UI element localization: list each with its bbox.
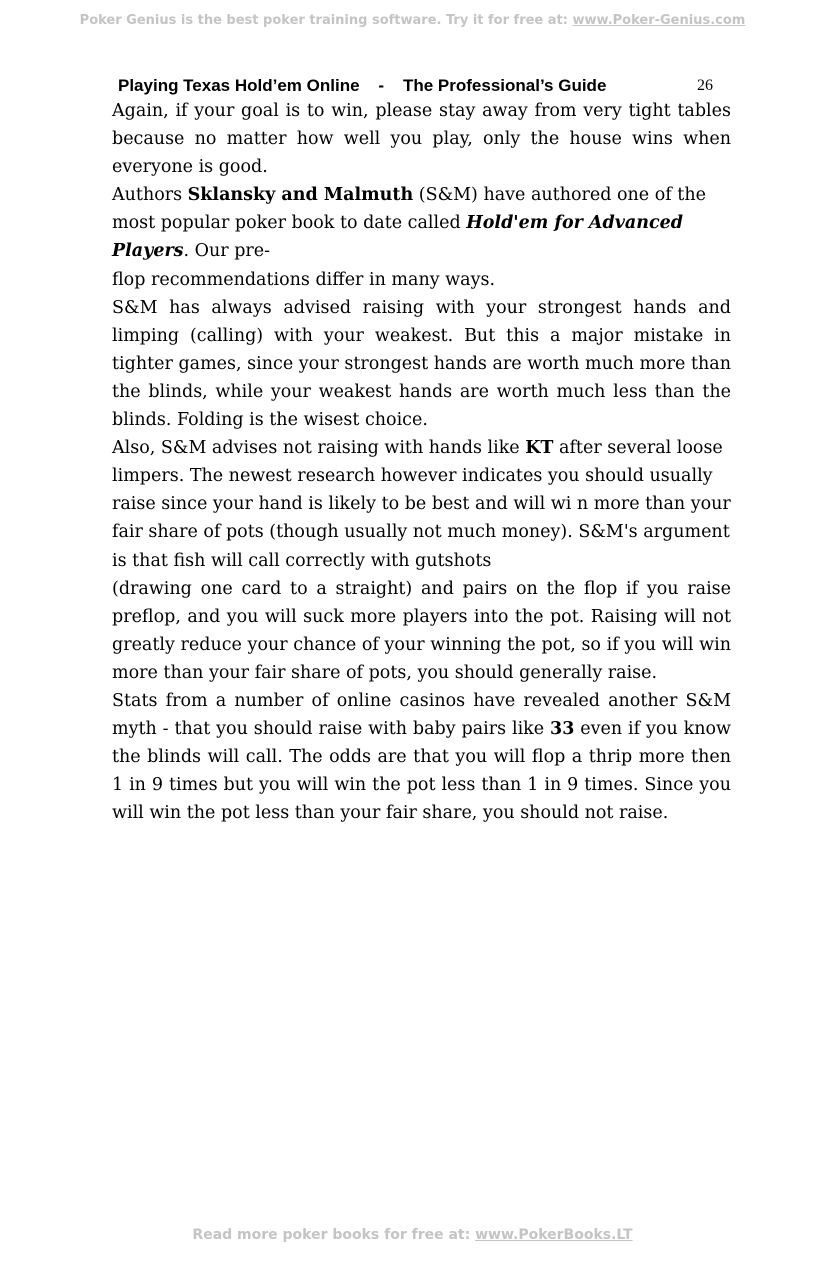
paragraph-baby-pairs: Stats from a number of online casinos have revealed another S&M myth - that you should raise with baby pairs like 33 even if you know the blinds will call. The odds are that you will flop a thrip more then 1 in 9 times but you will win the pot less than 1 in 9 times. Since you will win the pot less than your fair share, you should not raise. (112, 690, 731, 824)
paragraph-sklansky-malmuth: Authors Sklansky and Malmuth (S&M) have authored one of the most popular poker book to date called Hold'em for Advanced Players. Our pre- (112, 185, 706, 262)
paragraph-gutshots: (drawing one card to a straight) and pairs on the flop if you raise preflop, and you will suck more players into the pot. Raising will not greatly reduce your chance of your winning the pot, so if you will win more than your fair share of pots, you should generally raise. (112, 578, 731, 683)
pokerbooks-link[interactable]: www.PokerBooks.LT (475, 1227, 633, 1243)
authors-name: Sklansky and Malmuth (187, 185, 414, 206)
hand-kt: KT (525, 438, 554, 459)
header-promo-text: Poker Genius is the best poker training software. Try it for free at: (79, 13, 573, 28)
paragraph-kt-limpers: Also, S&M advises not raising with hands like KT after several loose limpers. The newest research however indicates you should usually raise since your hand is likely to be best and will wi n more than your fair share of pots (though usually not much money). S&M's argument is that fish will call correctly with gutshots (112, 438, 731, 571)
header-promo-banner (0, 13, 825, 28)
page-number: 26 (697, 77, 713, 94)
running-head-title: Playing Texas Hold’em Online - The Professional’s Guide (118, 76, 607, 95)
poker-genius-link[interactable]: www.Poker-Genius.com (572, 13, 746, 28)
hand-33: 33 (550, 719, 575, 740)
book-title: Hold'em for Advanced Players (112, 213, 683, 262)
paragraph-tight-tables: Again, if your goal is to win, please stay away from very tight tables because no matter how well you play, only the house wins when everyone is good. (112, 101, 731, 178)
footer-promo-banner (0, 1227, 825, 1243)
paragraph-preflop-differ: flop recommendations differ in many ways. (112, 269, 496, 290)
page-body (112, 97, 731, 827)
footer-promo-text: Read more poker books for free at: (192, 1227, 476, 1243)
paragraph-raising-limping: S&M has always advised raising with your strongest hands and limping (calling) with your weakest. But this a major mistake in tighter games, since your strongest hands are worth much more than the blinds, while your weakest hands are worth much less than the blinds. Folding is the wisest choice. (112, 297, 731, 431)
